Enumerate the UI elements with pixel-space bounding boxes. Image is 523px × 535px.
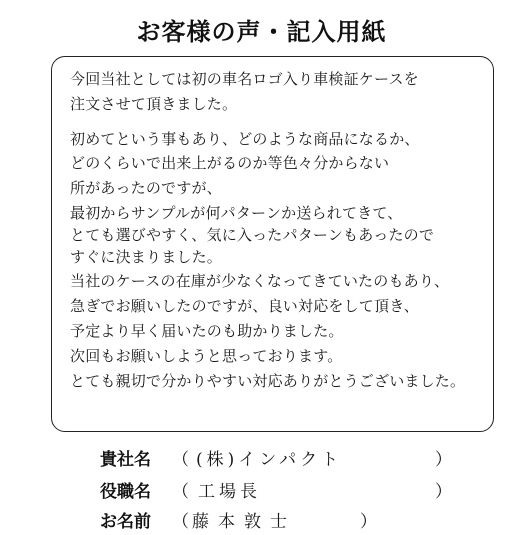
comment-line: 急ぎでお願いしたのですが、良い対応をして頂き、	[70, 297, 420, 315]
comment-line: 当社のケースの在庫が少なくなってきていたのもあり、	[70, 272, 450, 290]
comment-line: 今回当社としては初の車名ロゴ入り車検証ケースを	[70, 70, 419, 88]
form-title: お客様の声・記入用紙	[136, 18, 387, 46]
name-field	[100, 507, 460, 531]
comment-line: とても選びやすく、気に入ったパターンもあったので	[70, 226, 435, 244]
company-open-paren: （	[172, 450, 189, 470]
position-label: 役職名	[100, 482, 151, 502]
company-value: (株)インパクト	[196, 450, 343, 470]
name-open-paren: （	[172, 512, 189, 532]
name-close-paren: ）	[360, 512, 377, 532]
comment-line: 初めてという事もあり、どのような商品になるか、	[70, 130, 420, 148]
comment-line: 注文させて頂きました。	[70, 95, 238, 113]
name-label: お名前	[100, 512, 151, 532]
comment-line: 所があったのですが、	[70, 179, 222, 197]
position-close-paren: ）	[435, 482, 452, 502]
name-value: 藤本敦士	[192, 512, 296, 532]
comment-line: どのくらいで出来上がるのか等色々分からない	[70, 154, 390, 172]
company-label: 貴社名	[100, 450, 151, 470]
comment-line: 次回もお願いしようと思っております。	[70, 347, 343, 365]
position-open-paren: （	[172, 482, 189, 502]
comment-line: すぐに決まりました。	[70, 248, 223, 266]
comment-line: とても親切で分かりやすい対応ありがとうございました。	[70, 372, 466, 390]
position-field	[100, 477, 460, 501]
company-close-paren: ）	[435, 450, 452, 470]
position-value: 工場長	[198, 482, 261, 502]
comment-line: 最初からサンプルが何パターンか送られてきて、	[70, 204, 403, 222]
company-field	[100, 445, 460, 469]
comment-line: 予定より早く届いたのも助かりました。	[70, 322, 344, 340]
